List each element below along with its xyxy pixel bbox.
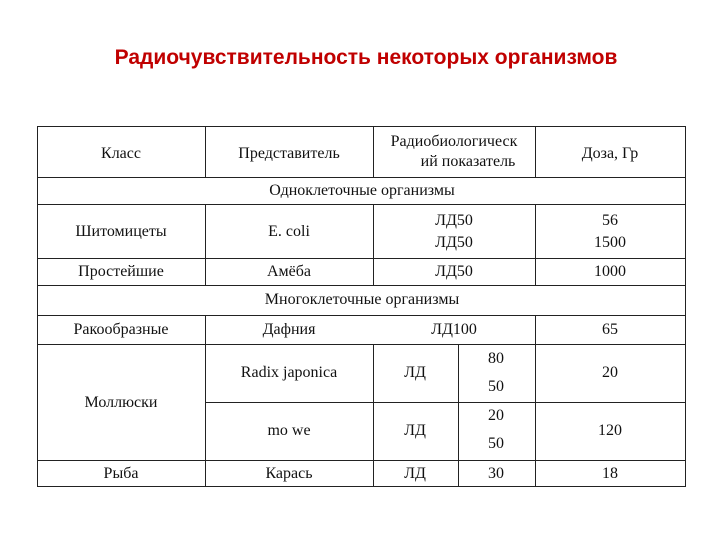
col-divider: [458, 344, 459, 487]
class-molluscs: Моллюски: [84, 394, 158, 411]
indicator-radix-sub2: 50: [488, 378, 504, 395]
indicator-mowe: ЛД: [404, 422, 426, 439]
indicator-carp: ЛД: [404, 465, 426, 482]
class-protozoa: Простейшие: [78, 263, 164, 280]
dose-amoeba: 1000: [594, 263, 626, 280]
col-divider: [535, 204, 536, 285]
col-divider: [205, 204, 206, 285]
dose-ecoli-1: 56: [602, 212, 618, 229]
page-title: Радиочувствительность некоторых организмов: [114, 46, 618, 69]
row-divider: [205, 402, 685, 403]
row-divider: [38, 258, 685, 259]
dose-ecoli-2: 1500: [594, 234, 626, 251]
class-crustaceans: Ракообразные: [73, 321, 169, 338]
row-divider: [38, 344, 685, 345]
row-divider: [38, 460, 685, 461]
dose-radix: 20: [602, 364, 618, 381]
header-indicator: [379, 132, 529, 172]
col-divider: [373, 344, 374, 487]
indicator-ecoli-1: ЛД50: [435, 212, 473, 229]
header-indicator-line2: ий показатель: [420, 153, 516, 170]
representative-radix: Radix japonica: [240, 364, 338, 381]
header-class: Класс: [101, 145, 141, 162]
row-divider: [38, 177, 685, 178]
indicator-ecoli-2: ЛД50: [435, 234, 473, 251]
header-indicator-line1: Радиобиологическ: [390, 133, 518, 150]
indicator-amoeba: ЛД50: [435, 263, 473, 280]
header-representative: Представитель: [238, 145, 340, 162]
row-divider: [38, 285, 685, 286]
row-divider: [38, 204, 685, 205]
dose-carp: 18: [602, 465, 618, 482]
radiosensitivity-table: [37, 126, 686, 487]
indicator-mowe-sub2: 50: [488, 435, 504, 452]
representative-amoeba: Амёба: [266, 263, 312, 280]
col-divider: [205, 315, 206, 487]
dose-mowe: 120: [598, 422, 622, 439]
representative-daphnia: Дафния: [262, 321, 316, 338]
col-divider: [535, 315, 536, 487]
col-divider: [373, 127, 374, 177]
class-schizomycetes: Шитомицеты: [75, 223, 167, 240]
indicator-radix-sub1: 80: [488, 350, 504, 367]
class-fish: Рыба: [103, 465, 139, 482]
indicator-mowe-sub1: 20: [488, 407, 504, 424]
indicator-radix: ЛД: [404, 364, 426, 381]
col-divider: [535, 127, 536, 177]
section-multicellular: Многоклеточные организмы: [264, 291, 460, 308]
row-divider: [38, 315, 685, 316]
section-unicellular: Одноклеточные организмы: [269, 182, 455, 199]
representative-carp: Карась: [265, 465, 313, 482]
representative-ecoli: E. coli: [268, 223, 310, 240]
dose-daphnia: 65: [602, 321, 618, 338]
col-divider: [373, 204, 374, 285]
representative-mowe: mo we: [267, 422, 311, 439]
indicator-daphnia: ЛД100: [431, 321, 477, 338]
header-dose: Доза, Гр: [581, 145, 639, 162]
col-divider: [205, 127, 206, 177]
indicator-carp-sub: 30: [488, 465, 504, 482]
